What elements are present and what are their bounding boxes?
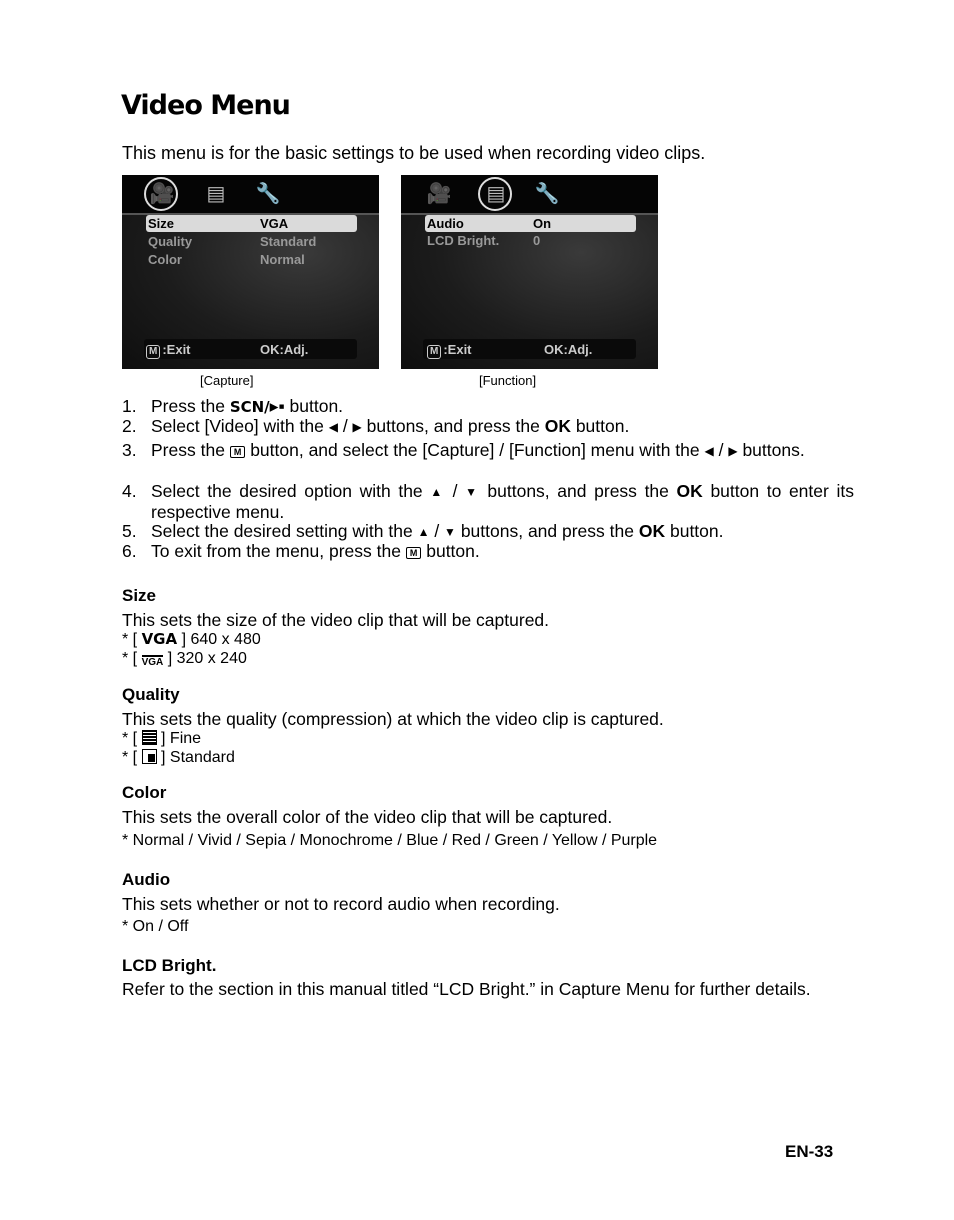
m-key-icon: M: [146, 345, 160, 359]
function-tab[interactable]: [200, 179, 232, 209]
audio-options: * On / Off: [122, 918, 189, 935]
m-button-icon: M: [230, 446, 246, 458]
vga-icon: VGA: [141, 630, 178, 648]
menu-value-color: Normal: [260, 252, 305, 267]
intro-text: This menu is for the basic settings to be used when recording video clips.: [122, 143, 706, 163]
footer-ok: OK:Adj.: [260, 342, 309, 357]
menu-item-quality[interactable]: Quality: [148, 234, 193, 249]
menu-item-color[interactable]: Color: [148, 252, 182, 267]
size-desc: This sets the size of the video clip that will be captured.: [122, 610, 550, 630]
color-options: * Normal / Vivid / Sepia / Monochrome / Blue / Red / Green / Yellow / Purple: [122, 832, 658, 849]
menu-item-size[interactable]: Size: [148, 216, 175, 231]
capture-tab[interactable]: [423, 179, 455, 209]
down-triangle-icon: ▼: [465, 485, 480, 499]
page-number: EN-33: [785, 1142, 834, 1161]
capture-caption: [Capture]: [200, 373, 254, 388]
quality-desc: This sets the quality (compression) at which the video clip is captured.: [122, 709, 664, 729]
m-button-icon: M: [406, 547, 422, 559]
camera-icon: 🎥: [426, 183, 452, 205]
camera-icon: 🎥: [149, 183, 175, 205]
down-triangle-icon: ▼: [444, 525, 456, 539]
menu-value-size: VGA: [260, 216, 289, 231]
menu-tab-bar: [401, 175, 658, 215]
size-heading: Size: [122, 586, 157, 605]
quality-option-standard: * [ ] Standard: [122, 749, 235, 766]
color-heading: Color: [122, 783, 167, 802]
footer-exit: M :Exit: [427, 342, 472, 359]
up-triangle-icon: ▲: [430, 485, 445, 499]
menu-item-audio[interactable]: Audio: [427, 216, 464, 231]
right-triangle-icon: ▶: [352, 420, 362, 434]
right-triangle-icon: ▶: [728, 444, 738, 458]
audio-heading: Audio: [122, 870, 171, 889]
color-desc: This sets the overall color of the video clip that will be captured.: [122, 807, 613, 827]
function-tab[interactable]: [478, 177, 512, 211]
size-option-qvga: * [ VGA ] 320 x 240: [122, 650, 247, 668]
footer-exit: M :Exit: [146, 342, 191, 359]
wrench-icon: 🔧: [255, 183, 281, 205]
menu-tab-bar: [122, 175, 379, 215]
function-screen: [401, 175, 658, 369]
quality-heading: Quality: [122, 685, 180, 704]
standard-quality-icon: [142, 749, 157, 764]
m-key-icon: M: [427, 345, 441, 359]
capture-tab[interactable]: [144, 177, 178, 211]
left-triangle-icon: ◀: [328, 420, 338, 434]
size-option-vga: * [ VGA ] 640 x 480: [122, 630, 261, 648]
scn-button-icon: SCN/: [229, 398, 270, 416]
menu-value-quality: Standard: [260, 234, 317, 249]
capture-screen: [122, 175, 379, 369]
menu-value-audio: On: [533, 216, 552, 231]
wrench-icon: 🔧: [534, 183, 560, 205]
menu-value-lcd-bright: 0: [533, 233, 541, 248]
movie-icon: ▸▪: [269, 396, 285, 416]
setup-tab[interactable]: [252, 179, 284, 209]
lcd-bright-desc: Refer to the section in this manual titled “LCD Bright.” in Capture Menu for further details.: [122, 979, 811, 999]
page-title: Video Menu: [121, 90, 290, 121]
setup-tab[interactable]: [531, 179, 563, 209]
fine-quality-icon: [142, 730, 157, 745]
list-icon: ▤: [206, 183, 226, 205]
footer-ok: OK:Adj.: [544, 342, 593, 357]
qvga-icon: VGA: [141, 657, 164, 668]
selection-highlight: [146, 215, 357, 232]
quality-option-fine: * [ ] Fine: [122, 730, 202, 747]
function-caption: [Function]: [479, 373, 537, 388]
list-icon: ▤: [486, 183, 506, 205]
lcd-bright-heading: LCD Bright.: [122, 956, 217, 975]
audio-desc: This sets whether or not to record audio when recording.: [122, 894, 560, 914]
menu-item-lcd-bright[interactable]: LCD Bright.: [427, 233, 500, 248]
up-triangle-icon: ▲: [417, 525, 430, 539]
left-triangle-icon: ◀: [704, 444, 714, 458]
